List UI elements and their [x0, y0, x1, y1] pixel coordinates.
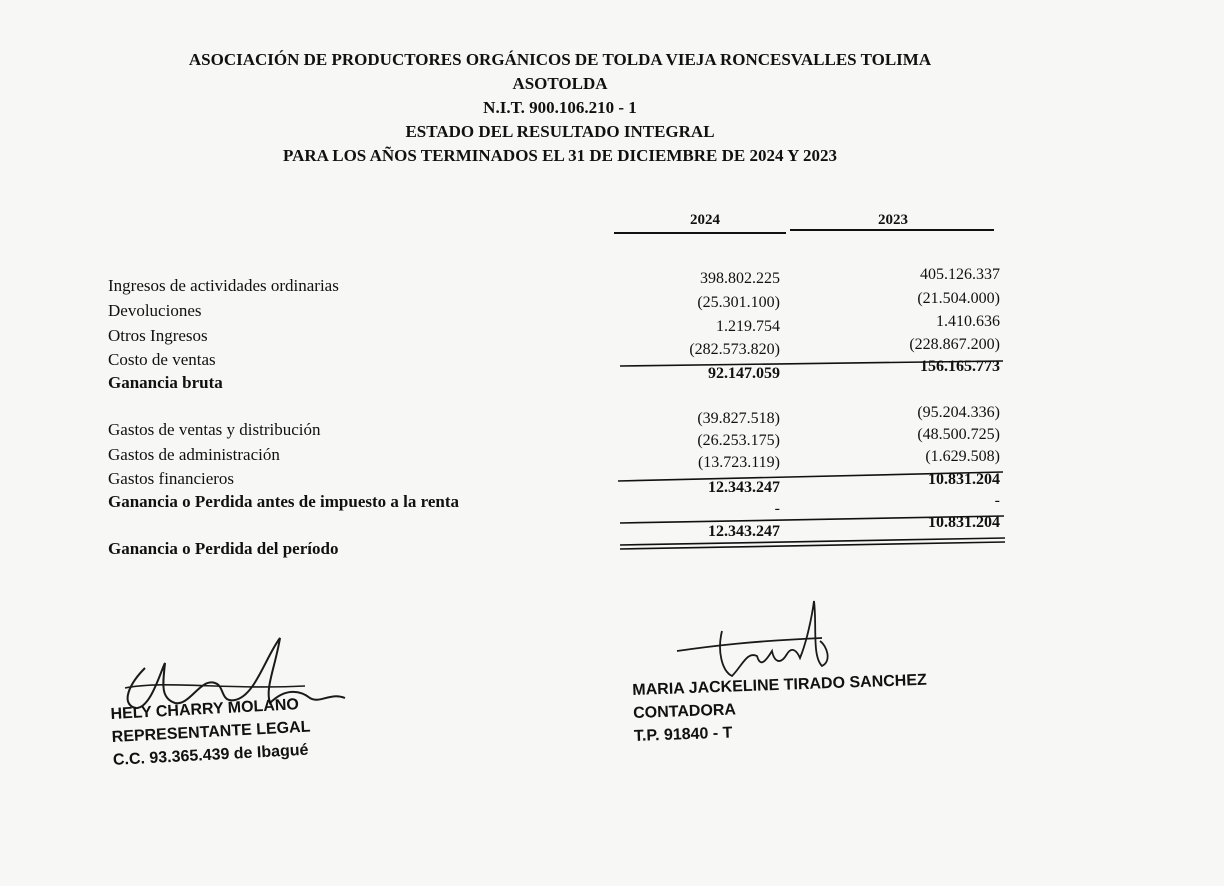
- value-2024-ganancia-periodo: 12.343.247: [708, 523, 780, 540]
- value-2023-costo-ventas: (228.867.200): [909, 336, 1000, 353]
- legal-representative-name: HELY CHARRY MOLANO: [110, 696, 300, 723]
- accountant-name: MARIA JACKELINE TIRADO SANCHEZ: [632, 671, 928, 699]
- row-label-costo-ventas: Costo de ventas: [108, 350, 216, 369]
- value-2023-otros-ingresos: 1.410.636: [936, 313, 1000, 330]
- value-2024-devoluciones: (25.301.100): [697, 294, 780, 311]
- legal-representative-id: C.C. 93.365.439 de Ibagué: [112, 741, 309, 769]
- row-label-gastos-financieros: Gastos financieros: [108, 469, 235, 488]
- value-2024-otros-ingresos: 1.219.754: [716, 318, 780, 335]
- rule-ganancia-bruta: [620, 361, 1003, 366]
- column-header-2023: 2023: [878, 212, 908, 228]
- rule-total-lower: [620, 542, 1005, 549]
- value-2024-ganancia-antes-impuesto: 12.343.247: [708, 479, 780, 496]
- accountant-block: [632, 669, 929, 748]
- row-label-gastos-administracion: Gastos de administración: [108, 445, 280, 464]
- value-2024-costo-ventas: (282.573.820): [689, 341, 780, 358]
- organization-acronym: ASOTOLDA: [512, 74, 608, 93]
- legal-representative-role: REPRESENTANTE LEGAL: [111, 718, 311, 746]
- row-label-devoluciones: Devoluciones: [108, 301, 202, 320]
- value-2024-gastos-ventas: (39.827.518): [697, 410, 780, 427]
- rule-ganancia-antes-impuesto: [618, 472, 1003, 481]
- value-2024-gastos-administracion: (26.253.175): [697, 432, 780, 449]
- value-2023-gastos-ventas: (95.204.336): [917, 404, 1000, 421]
- row-label-gastos-ventas: Gastos de ventas y distribución: [108, 420, 321, 439]
- value-2024-impuesto: -: [774, 500, 780, 517]
- value-2024-gastos-financieros: (13.723.119): [697, 454, 780, 471]
- value-2023-ganancia-antes-impuesto: 10.831.204: [928, 471, 1000, 488]
- accountant-id: T.P. 91840 - T: [633, 724, 733, 745]
- value-2023-impuesto: -: [994, 492, 1000, 509]
- row-label-otros-ingresos: Otros Ingresos: [108, 326, 208, 345]
- organization-name: ASOCIACIÓN DE PRODUCTORES ORGÁNICOS DE TOLDA VIEJA RONCESVALLES TOLIMA: [188, 50, 932, 69]
- rule-impuesto: [620, 516, 1004, 523]
- value-2023-gastos-administracion: (48.500.725): [917, 426, 1000, 443]
- value-2024-ingresos: 398.802.225: [700, 270, 780, 287]
- value-2023-devoluciones: (21.504.000): [917, 290, 1000, 307]
- legal-representative-block: [110, 693, 312, 772]
- row-label-ganancia-periodo: Ganancia o Perdida del período: [108, 539, 339, 558]
- value-2024-ganancia-bruta: 92.147.059: [708, 365, 780, 382]
- accountant-role: CONTADORA: [632, 701, 737, 722]
- value-2023-gastos-financieros: (1.629.508): [925, 448, 1000, 465]
- row-label-ganancia-bruta: Ganancia bruta: [108, 373, 223, 392]
- row-label-ingresos: Ingresos de actividades ordinarias: [108, 276, 339, 295]
- statement-title: ESTADO DEL RESULTADO INTEGRAL: [405, 122, 715, 141]
- column-header-2024: 2024: [690, 212, 720, 228]
- value-2023-ganancia-bruta: 156.165.773: [920, 358, 1000, 375]
- tax-id: N.I.T. 900.106.210 - 1: [483, 98, 637, 117]
- rule-total-upper: [620, 538, 1005, 545]
- statement-period: PARA LOS AÑOS TERMINADOS EL 31 DE DICIEMBRE DE 2024 Y 2023: [282, 146, 837, 165]
- value-2023-ganancia-periodo: 10.831.204: [928, 514, 1000, 531]
- value-2023-ingresos: 405.126.337: [920, 266, 1000, 283]
- row-label-ganancia-antes-impuesto: Ganancia o Perdida antes de impuesto a la renta: [108, 492, 460, 511]
